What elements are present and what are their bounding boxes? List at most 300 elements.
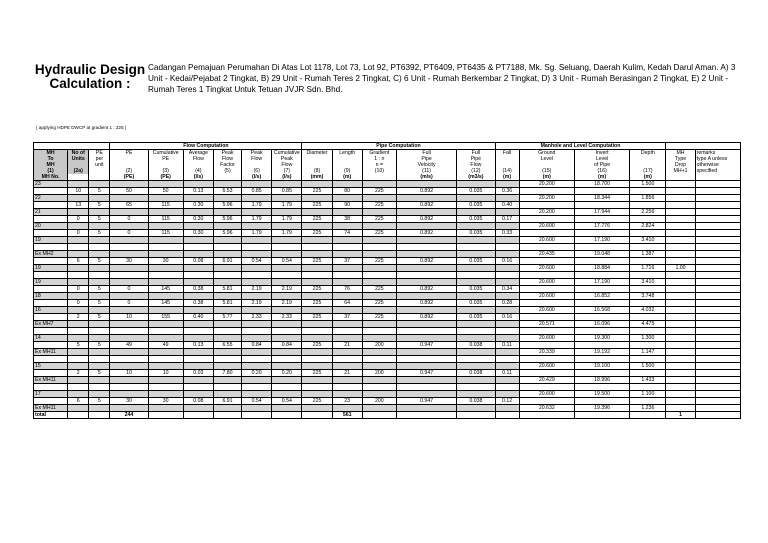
pipe-dia [302,244,332,251]
pipe-fall: 0.28 [495,300,519,307]
pipe-depth-blank [630,300,666,307]
manhole-blank [302,181,332,188]
pipe-invert-blank [574,356,629,363]
manhole-blank [272,293,302,300]
pipe-dia: 225 [302,230,332,237]
pipe-remarks-blank [695,384,740,391]
pipe-row [34,370,741,377]
pipe-pe-unit: 5 [89,342,110,349]
invert-level: 16.096 [574,321,629,328]
header-cumulative-pe: (3) [148,168,183,174]
header-ground-level: Ground [519,150,574,157]
pipe-len: 76 [332,286,362,293]
manhole-blank [68,349,89,356]
manhole-blank [396,405,456,412]
manhole-blank [89,265,110,272]
manhole-blank [213,209,241,216]
ground-level: 20.600 [519,391,574,398]
drop [666,349,695,356]
remarks [695,335,740,342]
manhole-blank [242,377,272,384]
ground-level: 20.339 [519,349,574,356]
pipe-depth-blank [630,230,666,237]
group-pipe: Pipe Computation [302,143,495,150]
remarks [695,223,740,230]
pipe-units: 2 [68,314,89,321]
pipe-invert-blank [574,244,629,251]
drop [666,251,695,258]
pipe-dia [302,328,332,335]
pipe-row [34,188,741,195]
group-header-row [34,143,741,150]
pipe-ground-blank [519,370,574,377]
manhole-blank [89,321,110,328]
manhole-blank [362,349,396,356]
manhole-blank [302,223,332,230]
pipe-mh-blank [34,272,68,279]
invert-level: 17.776 [574,223,629,230]
manhole-blank [457,377,495,384]
pipe-invert-blank [574,286,629,293]
pipe-row [34,286,741,293]
manhole-blank [495,293,519,300]
pipe-row [34,258,741,265]
pipe-grad: 225 [362,258,396,265]
header-full-pipe-flow: Flow [457,162,495,168]
depth: 1.500 [630,363,666,370]
pipe-peak [242,328,272,335]
pipe-grad [362,356,396,363]
pipe-mh-blank [34,314,68,321]
pipe-pe-unit: 5 [89,258,110,265]
unit-pe: (PE) [110,174,148,181]
header-invert-level: of Pipe [574,162,629,168]
manhole-blank [148,181,183,188]
pipe-depth-blank [630,202,666,209]
manhole-blank [302,265,332,272]
pipe-fall: 0.40 [495,202,519,209]
pipe-units: 0 [68,286,89,293]
pipe-cum-peak: 1.79 [272,230,302,237]
pipe-fall: 0.11 [495,342,519,349]
manhole-id: 18 [34,293,68,300]
manhole-row [34,405,741,412]
manhole-blank [302,349,332,356]
manhole-id: 17 [34,391,68,398]
pipe-flow: 0.038 [457,342,495,349]
pipe-vel: 0.892 [396,314,456,321]
pipe-peak: 0.20 [242,370,272,377]
pipe-flow [457,328,495,335]
pipe-pe-unit: 5 [89,398,110,405]
pipe-cum-pe: 115 [148,216,183,223]
pipe-remarks-blank [695,244,740,251]
pipe-pe: 65 [110,202,148,209]
pipe-ground-blank [519,188,574,195]
pipe-dia [302,272,332,279]
pipe-units [68,328,89,335]
manhole-blank [148,335,183,342]
hydraulic-table [33,142,741,419]
depth: 1.387 [630,251,666,258]
pipe-len: 37 [332,258,362,265]
pipe-cum-peak: 2.19 [272,286,302,293]
pipe-mh-blank [34,286,68,293]
total-blank [183,412,213,419]
pipe-factor [213,328,241,335]
total-blank [272,412,302,419]
pipe-units: 2 [68,370,89,377]
manhole-id: 19 [34,279,68,286]
header-mh-type-drop: Drop [666,162,695,168]
pipe-pe: 50 [110,188,148,195]
manhole-row [34,349,741,356]
depth: 1.716 [630,265,666,272]
header-units: Units [68,156,89,162]
pipe-pe-unit [89,356,110,363]
invert-level: 18.884 [574,265,629,272]
pipe-cum-peak: 0.54 [272,398,302,405]
manhole-blank [89,405,110,412]
header-cumulative-pe: Cumulative [148,150,183,157]
pipe-vel [396,328,456,335]
manhole-blank [396,195,456,202]
pipe-pe-unit: 5 [89,230,110,237]
header-peak-flow: Peak [242,150,272,157]
pipe-row [34,328,741,335]
pipe-flow [457,272,495,279]
pipe-units: 13 [68,202,89,209]
manhole-blank [183,363,213,370]
pipe-pe: 0 [110,286,148,293]
header-diameter: Diameter [302,150,332,157]
pipe-grad [362,272,396,279]
manhole-id: 20 [34,223,68,230]
header-full-pipe-velocity: Pipe [396,156,456,162]
pipe-mh-blank [34,216,68,223]
pipe-depth-blank [630,356,666,363]
pipe-fall: 0.36 [495,188,519,195]
pipe-fall: 0.11 [495,370,519,377]
depth: 1.433 [630,377,666,384]
group-manhole: Manhole and Level Computation [495,143,666,150]
drop [666,237,695,244]
manhole-row [34,377,741,384]
pipe-remarks-blank [695,328,740,335]
pipe-factor: 5.96 [213,230,241,237]
header-ground-level: (15) [519,168,574,174]
drop [666,181,695,188]
remarks [695,293,740,300]
project-description: Cadangan Pemajuan Perumahan Di Atas Lot 1178, Lot 73, Lot 92, PT6392, PT6409, PT6435 & PT7188, Mk. Sg. Seluang, Daerah Kulim, Kedah Darul Aman. A) 3 Unit - Kedai/Pejabat 2 Tingkat, B) 29 Unit - Rumah Teres 2 Tingkat, C) 6 Unit - Rumah Berkembar 2 Tingkat, D) 3 Unit - Rumah Berasingan 2 Tingkat, E) 2 Unit - Rumah Teres 1 Tingkat Untuk Tetuan JVJR Sdn. Bhd. [148,63,736,94]
pipe-remarks-blank [695,258,740,265]
pipe-cum-peak [272,356,302,363]
unit-full-pipe-velocity: (m/s) [396,174,456,181]
header-pe: (2) [110,168,148,174]
manhole-blank [148,237,183,244]
manhole-blank [396,321,456,328]
manhole-blank [213,391,241,398]
pipe-row [34,300,741,307]
remarks [695,377,740,384]
manhole-blank [272,307,302,314]
remarks [695,349,740,356]
manhole-blank [213,195,241,202]
manhole-blank [183,293,213,300]
header-cumulative-pe: PE [148,156,183,162]
pipe-depth-blank [630,384,666,391]
pipe-pe-unit: 5 [89,188,110,195]
pipe-grad: 225 [362,216,396,223]
manhole-blank [213,181,241,188]
manhole-id: Ex MH11 [34,405,68,412]
pipe-grad: 225 [362,314,396,321]
manhole-blank [362,251,396,258]
manhole-blank [110,391,148,398]
pipe-drop-blank [666,342,695,349]
pipe-fall [495,244,519,251]
ground-level: 20.632 [519,405,574,412]
header-units: (2a) [68,168,89,174]
manhole-id: 14 [34,335,68,342]
pipe-units [68,384,89,391]
pipe-row [34,272,741,279]
manhole-blank [148,307,183,314]
pipe-drop-blank [666,216,695,223]
pipe-pe-unit [89,328,110,335]
pipe-ground-blank [519,328,574,335]
total-row [34,412,741,419]
pipe-peak: 0.54 [242,398,272,405]
pipe-remarks-blank [695,202,740,209]
ground-level: 20.200 [519,209,574,216]
ground-level: 20.200 [519,181,574,188]
pipe-factor: 5.81 [213,300,241,307]
manhole-blank [457,265,495,272]
manhole-blank [495,265,519,272]
pipe-avg: 0.38 [183,300,213,307]
drop [666,279,695,286]
pipe-cum-peak: 0.54 [272,258,302,265]
manhole-blank [242,307,272,314]
manhole-row [34,237,741,244]
pipe-depth-blank [630,244,666,251]
drop [666,363,695,370]
pipe-row [34,216,741,223]
pipe-fall: 0.17 [495,216,519,223]
manhole-blank [495,279,519,286]
pipe-dia: 225 [302,216,332,223]
pipe-avg: 0.13 [183,342,213,349]
pipe-cum-peak [272,328,302,335]
manhole-row [34,195,741,202]
ground-level: 20.600 [519,307,574,314]
pipe-avg: 0.30 [183,216,213,223]
manhole-blank [148,405,183,412]
manhole-blank [332,265,362,272]
pipe-fall: 0.12 [495,398,519,405]
pipe-flow: 0.035 [457,230,495,237]
manhole-blank [272,349,302,356]
manhole-row [34,335,741,342]
manhole-blank [362,209,396,216]
manhole-blank [213,223,241,230]
pipe-avg [183,244,213,251]
manhole-blank [272,251,302,258]
manhole-blank [89,181,110,188]
pipe-ground-blank [519,398,574,405]
manhole-blank [110,405,148,412]
pipe-dia: 225 [302,314,332,321]
pipe-drop-blank [666,314,695,321]
pipe-flow: 0.035 [457,300,495,307]
header-units: No of [68,150,89,157]
header-peak-flow-factor: Flow [213,156,241,162]
pipe-row [34,202,741,209]
total-blank [68,412,89,419]
pipe-peak: 0.84 [242,342,272,349]
pipe-grad: 200 [362,342,396,349]
pipe-flow [457,384,495,391]
manhole-blank [148,209,183,216]
manhole-blank [68,279,89,286]
pipe-len: 74 [332,230,362,237]
pipe-depth-blank [630,398,666,405]
header-pe-per-unit: unit [89,162,110,168]
pipe-flow: 0.035 [457,258,495,265]
header-full-pipe-velocity: Full [396,150,456,157]
pipe-flow [457,356,495,363]
header-ground-level: Level [519,156,574,162]
total-blank [213,412,241,419]
pipe-remarks-blank [695,272,740,279]
header-pe: PE [110,150,148,157]
pipe-fall: 0.34 [495,286,519,293]
pipe-units: 5 [68,342,89,349]
manhole-blank [332,237,362,244]
ground-level: 20.600 [519,293,574,300]
manhole-blank [396,251,456,258]
title-line-2: Calculation : [49,76,131,91]
unit-ground-level: (m) [519,174,574,181]
manhole-blank [302,391,332,398]
manhole-blank [302,195,332,202]
manhole-id: 23 [34,181,68,188]
depth: 4.032 [630,307,666,314]
pipe-pe-unit: 5 [89,286,110,293]
manhole-blank [495,307,519,314]
manhole-blank [213,405,241,412]
header-mh: (1) [34,168,68,174]
manhole-blank [302,335,332,342]
header-full-pipe-flow: (12) [457,168,495,174]
manhole-blank [332,349,362,356]
invert-level: 18.344 [574,195,629,202]
pipe-row [34,398,741,405]
manhole-blank [396,265,456,272]
manhole-blank [457,209,495,216]
manhole-blank [272,363,302,370]
manhole-blank [332,307,362,314]
manhole-blank [68,307,89,314]
manhole-blank [213,335,241,342]
manhole-blank [242,251,272,258]
pipe-depth-blank [630,188,666,195]
manhole-id: Ex MH2 [34,251,68,258]
header-gradient: Gradient [362,150,396,157]
pipe-grad: 225 [362,202,396,209]
pipe-flow: 0.038 [457,370,495,377]
pipe-factor [213,244,241,251]
manhole-blank [89,223,110,230]
pipe-mh-blank [34,244,68,251]
pipe-len: 37 [332,314,362,321]
manhole-row [34,279,741,286]
manhole-blank [396,237,456,244]
manhole-blank [396,181,456,188]
title-line-1: Hydraulic Design [34,62,146,77]
pipe-remarks-blank [695,188,740,195]
manhole-blank [183,321,213,328]
manhole-blank [272,405,302,412]
manhole-blank [213,293,241,300]
manhole-blank [213,307,241,314]
pipe-row [34,244,741,251]
ground-level: 20.429 [519,377,574,384]
header-gradient: 1 : n [362,156,396,162]
pipe-cum-peak: 2.19 [272,300,302,307]
manhole-blank [272,195,302,202]
manhole-blank [362,265,396,272]
pipe-invert-blank [574,258,629,265]
pipe-len: 80 [332,188,362,195]
manhole-blank [242,265,272,272]
header-peak-flow: (6) [242,168,272,174]
manhole-row [34,181,741,188]
header-mh: MH [34,162,68,168]
invert-level: 18.996 [574,377,629,384]
manhole-blank [183,265,213,272]
gradient-note: ( applying HDPE DWCP at gradient 1 : 225 ) [36,125,127,130]
pipe-fall [495,356,519,363]
manhole-blank [89,335,110,342]
pipe-pe: 0 [110,300,148,307]
pipe-invert-blank [574,384,629,391]
pipe-len [332,272,362,279]
pipe-dia: 225 [302,188,332,195]
remarks [695,237,740,244]
invert-level: 16.852 [574,293,629,300]
manhole-blank [362,223,396,230]
pipe-ground-blank [519,202,574,209]
pipe-drop-blank [666,188,695,195]
remarks [695,363,740,370]
ground-level: 20.600 [519,363,574,370]
manhole-blank [272,223,302,230]
pipe-ground-blank [519,258,574,265]
pipe-dia [302,356,332,363]
manhole-blank [396,349,456,356]
remarks [695,181,740,188]
manhole-blank [396,209,456,216]
header-full-pipe-velocity: Velocity [396,162,456,168]
pipe-drop-blank [666,328,695,335]
manhole-blank [302,321,332,328]
invert-level: 17.190 [574,237,629,244]
manhole-blank [148,363,183,370]
pipe-len: 64 [332,300,362,307]
manhole-row [34,321,741,328]
